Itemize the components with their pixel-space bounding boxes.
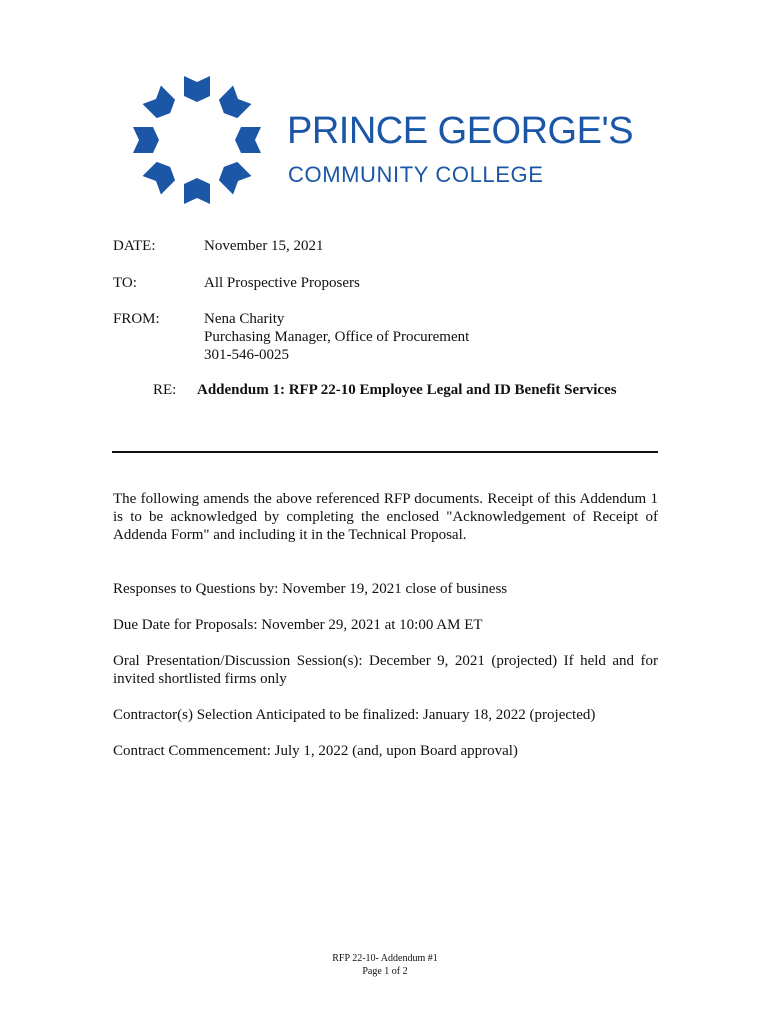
re-subject: Addendum 1: RFP 22-10 Employee Legal and ID Benefit Services <box>197 382 617 398</box>
logo-subtitle: COMMUNITY COLLEGE <box>288 162 544 187</box>
divider-rule <box>112 451 658 453</box>
to-value: All Prospective Proposers <box>204 275 360 291</box>
footer-document-id: RFP 22-10- Addendum #1 <box>332 953 438 964</box>
footer-page-number: Page 1 of 2 <box>362 966 408 977</box>
contract-commencement-date: Contract Commencement: July 1, 2022 (and, upon Board approval) <box>113 743 518 759</box>
from-phone: 301-546-0025 <box>204 347 289 363</box>
from-label: FROM: <box>113 311 160 327</box>
contractor-selection-date: Contractor(s) Selection Anticipated to be finalized: January 18, 2022 (projected) <box>113 707 596 723</box>
date-label: DATE: <box>113 238 156 254</box>
intro-paragraph: The following amends the above referenced RFP documents. Receipt of this Addendum 1 is to be acknowledged by completing the enclosed "Acknowledgement of Receipt of Addenda Form" and including it in the Technical Proposal. <box>113 491 658 543</box>
college-logo <box>125 72 665 212</box>
re-label: RE: <box>153 382 177 398</box>
logo-title: PRINCE GEORGE'S <box>287 110 634 152</box>
from-title: Purchasing Manager, Office of Procurement <box>204 329 470 345</box>
book-ring-logo-icon <box>125 72 270 207</box>
from-name: Nena Charity <box>204 311 285 327</box>
to-label: TO: <box>113 275 137 291</box>
questions-deadline: Responses to Questions by: November 19, 2021 close of business <box>113 581 508 597</box>
proposal-due-date: Due Date for Proposals: November 29, 2021 at 10:00 AM ET <box>113 617 483 633</box>
oral-presentation-date: Oral Presentation/Discussion Session(s): December 9, 2021 (projected) If held and for invited shortlisted firms only <box>113 653 658 687</box>
date-value: November 15, 2021 <box>204 238 324 254</box>
